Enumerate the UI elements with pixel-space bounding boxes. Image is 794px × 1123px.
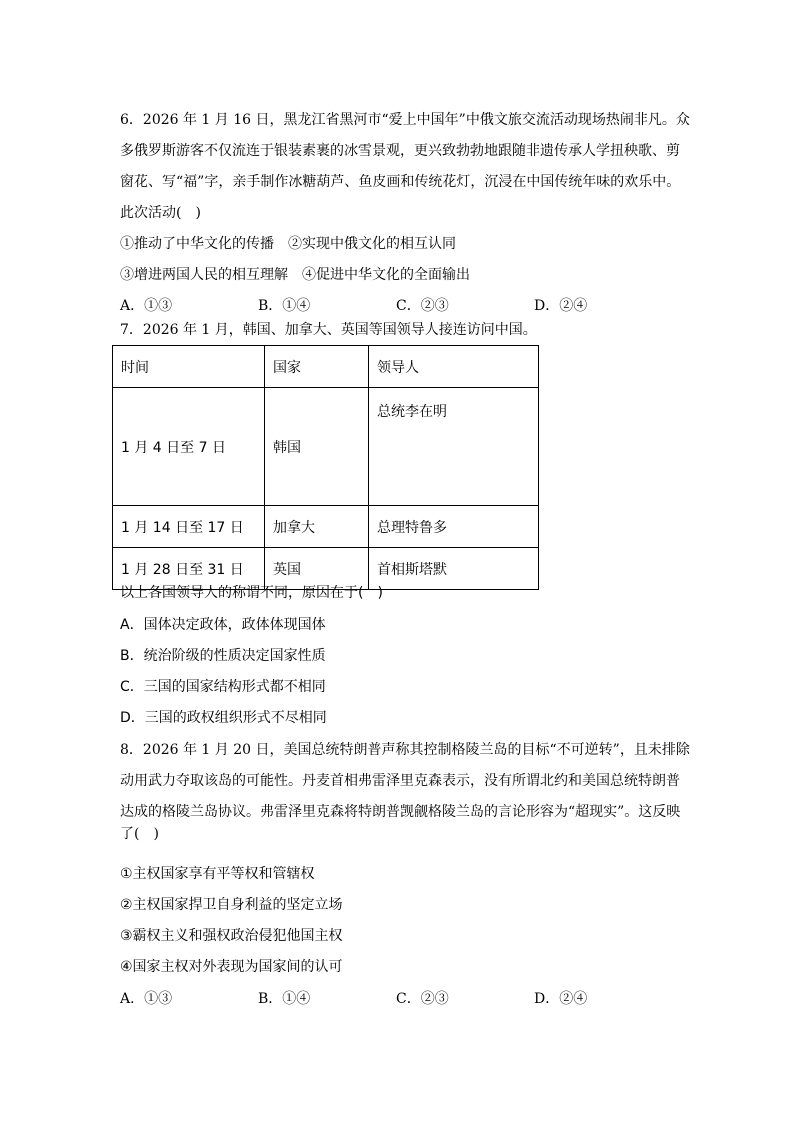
table-cell-time: 1 月 4 日至 7 日 [113, 388, 265, 506]
q6-statement-2: ③增进两国人民的相互理解 ④促进中华文化的全面输出 [120, 267, 470, 283]
q6-stem-line-3: 窗花、写“福”字，亲手制作冰糖葫芦、鱼皮画和传统花灯，沉浸在中国传统年味的欢乐中。 [120, 174, 681, 190]
q7-leader-table [112, 345, 539, 590]
q8-statement-3: ③霸权主义和强权政治侵犯他国主权 [120, 928, 343, 944]
q8-stem-line-4: 了( ) [120, 826, 159, 842]
table-header-time: 时间 [113, 346, 265, 388]
table-cell-country: 加拿大 [265, 506, 369, 548]
q8-statement-4: ④国家主权对外表现为国家间的认可 [120, 959, 343, 975]
q6-statement-1: ①推动了中华文化的传播 ②实现中俄文化的相互认同 [120, 236, 456, 252]
table-header-country: 国家 [265, 346, 369, 388]
q8-option-c[interactable]: C．②③ [396, 991, 449, 1007]
q7-stem: 7．2026 年 1 月，韩国、加拿大、英国等国领导人接连访问中国。 [120, 322, 537, 338]
q8-stem-line-2: 动用武力夺取该岛的可能性。丹麦首相弗雷泽里克森表示，没有所谓北约和美国总统特朗普 [120, 773, 680, 789]
q6-stem-line-4: 此次活动( ) [120, 205, 201, 221]
q8-option-b[interactable]: B．①④ [258, 991, 311, 1007]
q8-stem-line-1: 8．2026 年 1 月 20 日，美国总统特朗普声称其控制格陵兰岛的目标“不可逆转”，且未排除 [120, 742, 690, 758]
table-header-leader: 领导人 [369, 346, 539, 388]
q8-option-d[interactable]: D．②④ [534, 991, 588, 1007]
q7-option-a[interactable]: A．国体决定政体，政体体现国体 [120, 617, 326, 633]
q8-stem-line-3: 达成的格陵兰岛协议。弗雷泽里克森将特朗普觊觎格陵兰岛的言论形容为“超现实”。这反映 [120, 804, 681, 820]
q6-option-b[interactable]: B．①④ [258, 298, 311, 314]
q6-stem-line-2: 多俄罗斯游客不仅流连于银装素裹的冰雪景观，更兴致勃勃地跟随非遗传承人学扭秧歌、剪 [120, 143, 680, 159]
q7-option-b[interactable]: B．统治阶级的性质决定国家性质 [120, 648, 326, 664]
q6-option-a[interactable]: A．①③ [120, 298, 173, 314]
q8-statement-2: ②主权国家捍卫自身利益的坚定立场 [120, 897, 343, 913]
q7-question: 以上各国领导人的称谓不同，原因在于( ) [120, 585, 383, 601]
q6-option-c[interactable]: C．②③ [396, 298, 449, 314]
q6-stem-line-1: 6．2026 年 1 月 16 日，黑龙江省黑河市“爱上中国年”中俄文旅交流活动现场热闹非凡。众 [120, 112, 690, 128]
q7-option-d[interactable]: D．三国的政权组织形式不尽相同 [120, 710, 327, 726]
table-cell-time: 1 月 14 日至 17 日 [113, 506, 265, 548]
table-cell-country: 韩国 [265, 388, 369, 506]
table-cell-leader: 首相斯塔默 [369, 548, 539, 590]
q8-option-a[interactable]: A．①③ [120, 991, 173, 1007]
table-cell-time: 1 月 28 日至 31 日 [113, 548, 265, 590]
table-cell-leader: 总统李在明 [369, 388, 539, 506]
table-row [113, 506, 539, 548]
table-header-row [113, 346, 539, 388]
table-row [113, 388, 539, 506]
q6-option-d[interactable]: D．②④ [534, 298, 588, 314]
q8-statement-1: ①主权国家享有平等权和管辖权 [120, 866, 315, 882]
q7-option-c[interactable]: C．三国的国家结构形式都不相同 [120, 679, 326, 695]
table-cell-country: 英国 [265, 548, 369, 590]
table-cell-leader: 总理特鲁多 [369, 506, 539, 548]
